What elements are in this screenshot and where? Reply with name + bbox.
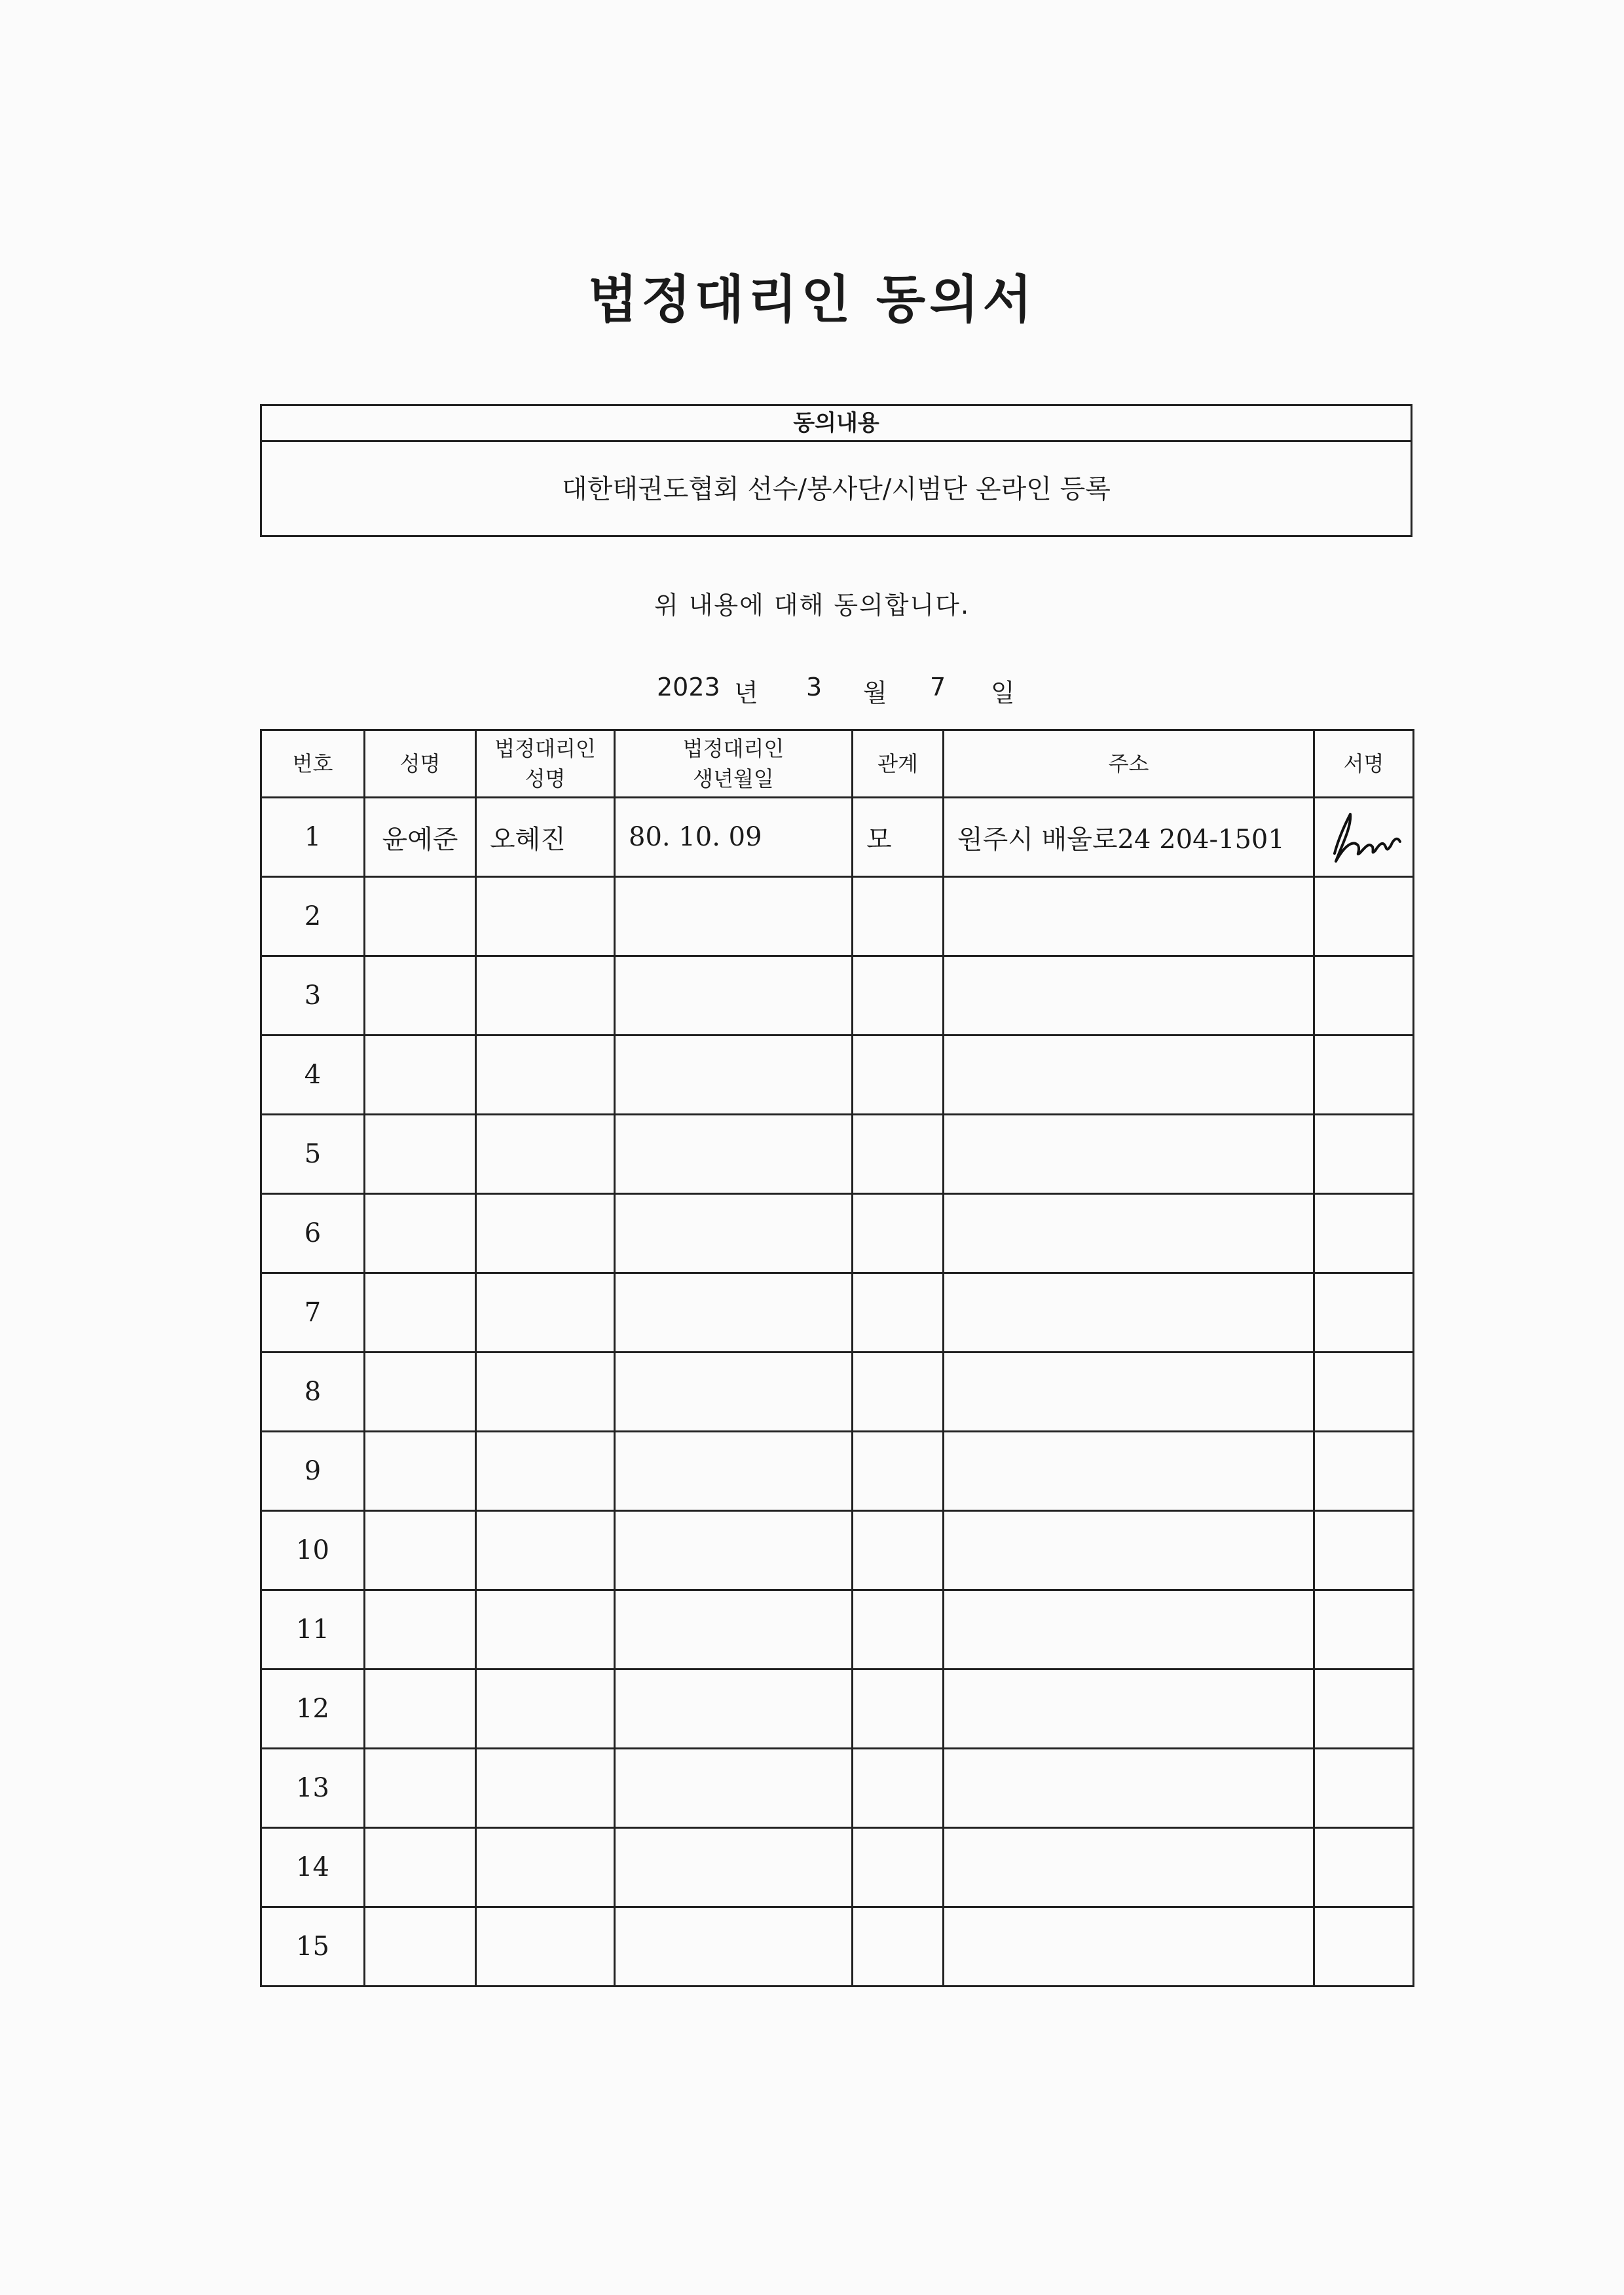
cell-address — [944, 1590, 1314, 1670]
cell-guardian-name — [476, 1590, 615, 1670]
cell-address — [944, 877, 1314, 956]
cell-signature — [1314, 1511, 1414, 1590]
cell-guardian-birth — [615, 1194, 853, 1273]
cell-number: 12 — [261, 1670, 365, 1749]
cell-name — [365, 1115, 476, 1194]
cell-relation — [853, 956, 944, 1036]
cell-relation: 모 — [853, 798, 944, 877]
cell-guardian-name — [476, 1353, 615, 1432]
cell-guardian-name — [476, 1828, 615, 1907]
table-row — [261, 1194, 1414, 1273]
table-row — [261, 1511, 1414, 1590]
cell-guardian-birth — [615, 1670, 853, 1749]
header-guardian-name-line2: 성명 — [525, 766, 566, 791]
date-day: 7 — [930, 673, 946, 701]
cell-signature — [1314, 1828, 1414, 1907]
cell-address — [944, 1432, 1314, 1511]
table-row — [261, 1590, 1414, 1670]
cell-name: 윤예준 — [365, 798, 476, 877]
table-row — [261, 798, 1414, 877]
header-guardian-name-line1: 법정대리인 — [494, 736, 596, 761]
table-row — [261, 1749, 1414, 1828]
cell-name — [365, 1590, 476, 1670]
cell-relation — [853, 1907, 944, 1987]
cell-address — [944, 1828, 1314, 1907]
cell-number: 5 — [261, 1115, 365, 1194]
cell-number: 2 — [261, 877, 365, 956]
date-year: 2023 — [657, 673, 720, 701]
cell-guardian-name: 오혜진 — [476, 798, 615, 877]
cell-number: 10 — [261, 1511, 365, 1590]
header-address: 주소 — [944, 730, 1314, 798]
table-row — [261, 1670, 1414, 1749]
cell-relation — [853, 1590, 944, 1670]
handwritten-signature-icon — [1321, 808, 1407, 867]
date-month: 3 — [806, 673, 822, 701]
header-guardian-name — [476, 730, 615, 798]
cell-number: 1 — [261, 798, 365, 877]
cell-name — [365, 1036, 476, 1115]
header-signature: 서명 — [1314, 730, 1414, 798]
cell-name — [365, 1273, 476, 1353]
cell-address — [944, 1749, 1314, 1828]
cell-guardian-birth — [615, 1907, 853, 1987]
cell-name — [365, 1194, 476, 1273]
cell-signature — [1314, 1036, 1414, 1115]
cell-address — [944, 1907, 1314, 1987]
cell-relation — [853, 1511, 944, 1590]
cell-name — [365, 1828, 476, 1907]
cell-guardian-birth — [615, 1749, 853, 1828]
cell-name — [365, 1432, 476, 1511]
cell-address — [944, 1273, 1314, 1353]
header-name: 성명 — [365, 730, 476, 798]
cell-relation — [853, 1828, 944, 1907]
consent-content-box — [260, 404, 1412, 537]
cell-guardian-birth — [615, 1036, 853, 1115]
agreement-statement: 위 내용에 대해 동의합니다. — [654, 591, 970, 620]
header-guardian-birth-line1: 법정대리인 — [682, 736, 784, 761]
cell-address — [944, 1115, 1314, 1194]
cell-address — [944, 1036, 1314, 1115]
cell-guardian-name — [476, 956, 615, 1036]
cell-signature — [1314, 798, 1414, 877]
table-row — [261, 1115, 1414, 1194]
table-row — [261, 1907, 1414, 1987]
cell-number: 9 — [261, 1432, 365, 1511]
table-row — [261, 877, 1414, 956]
cell-guardian-birth — [615, 1353, 853, 1432]
cell-guardian-name — [476, 877, 615, 956]
cell-number: 15 — [261, 1907, 365, 1987]
cell-signature — [1314, 1432, 1414, 1511]
cell-number: 6 — [261, 1194, 365, 1273]
cell-name — [365, 1353, 476, 1432]
cell-guardian-name — [476, 1907, 615, 1987]
cell-guardian-name — [476, 1670, 615, 1749]
header-guardian-birth — [615, 730, 853, 798]
cell-relation — [853, 1670, 944, 1749]
cell-number: 13 — [261, 1749, 365, 1828]
cell-guardian-birth — [615, 1115, 853, 1194]
date-year-unit: 년 — [734, 679, 758, 707]
cell-signature — [1314, 1590, 1414, 1670]
table-row — [261, 1432, 1414, 1511]
cell-guardian-name — [476, 1511, 615, 1590]
cell-guardian-birth: 80. 10. 09 — [615, 798, 853, 877]
cell-address — [944, 1194, 1314, 1273]
cell-guardian-name — [476, 1115, 615, 1194]
cell-relation — [853, 1115, 944, 1194]
cell-address — [944, 1511, 1314, 1590]
cell-guardian-birth — [615, 956, 853, 1036]
header-relation: 관계 — [853, 730, 944, 798]
cell-guardian-name — [476, 1273, 615, 1353]
cell-signature — [1314, 1353, 1414, 1432]
cell-relation — [853, 1036, 944, 1115]
table-row — [261, 956, 1414, 1036]
cell-number: 7 — [261, 1273, 365, 1353]
cell-guardian-birth — [615, 1432, 853, 1511]
date-month-unit: 월 — [863, 679, 887, 707]
header-number: 번호 — [261, 730, 365, 798]
consent-content: 대한태권도협회 선수/봉사단/시범단 온라인 등록 — [562, 474, 1111, 504]
cell-address — [944, 1670, 1314, 1749]
cell-number: 14 — [261, 1828, 365, 1907]
cell-guardian-birth — [615, 877, 853, 956]
cell-guardian-name — [476, 1432, 615, 1511]
table-row — [261, 1036, 1414, 1115]
cell-name — [365, 956, 476, 1036]
document-title: 법정대리인 동의서 — [588, 271, 1036, 329]
cell-relation — [853, 1194, 944, 1273]
cell-guardian-birth — [615, 1511, 853, 1590]
cell-number: 3 — [261, 956, 365, 1036]
cell-signature — [1314, 1194, 1414, 1273]
cell-relation — [853, 877, 944, 956]
table-row — [261, 1828, 1414, 1907]
cell-name — [365, 1511, 476, 1590]
cell-relation — [853, 1273, 944, 1353]
cell-number: 8 — [261, 1353, 365, 1432]
cell-signature — [1314, 956, 1414, 1036]
cell-guardian-birth — [615, 1273, 853, 1353]
header-guardian-birth-line2: 생년월일 — [693, 766, 774, 791]
cell-guardian-birth — [615, 1828, 853, 1907]
cell-number: 4 — [261, 1036, 365, 1115]
registration-table — [260, 729, 1414, 1987]
cell-name — [365, 877, 476, 956]
cell-relation — [853, 1353, 944, 1432]
consent-header: 동의내용 — [262, 406, 1411, 442]
date-day-unit: 일 — [991, 679, 1015, 707]
cell-name — [365, 1670, 476, 1749]
cell-signature — [1314, 1670, 1414, 1749]
cell-signature — [1314, 1115, 1414, 1194]
cell-address — [944, 1353, 1314, 1432]
cell-relation — [853, 1432, 944, 1511]
table-header-row — [261, 730, 1414, 798]
cell-guardian-birth — [615, 1590, 853, 1670]
cell-signature — [1314, 877, 1414, 956]
table-row — [261, 1273, 1414, 1353]
cell-relation — [853, 1749, 944, 1828]
cell-signature — [1314, 1273, 1414, 1353]
cell-signature — [1314, 1907, 1414, 1987]
cell-name — [365, 1907, 476, 1987]
cell-number: 11 — [261, 1590, 365, 1670]
cell-guardian-name — [476, 1194, 615, 1273]
cell-guardian-name — [476, 1036, 615, 1115]
cell-address: 원주시 배울로24 204-1501 — [944, 798, 1314, 877]
cell-guardian-name — [476, 1749, 615, 1828]
cell-name — [365, 1749, 476, 1828]
table-row — [261, 1353, 1414, 1432]
cell-signature — [1314, 1749, 1414, 1828]
cell-address — [944, 956, 1314, 1036]
